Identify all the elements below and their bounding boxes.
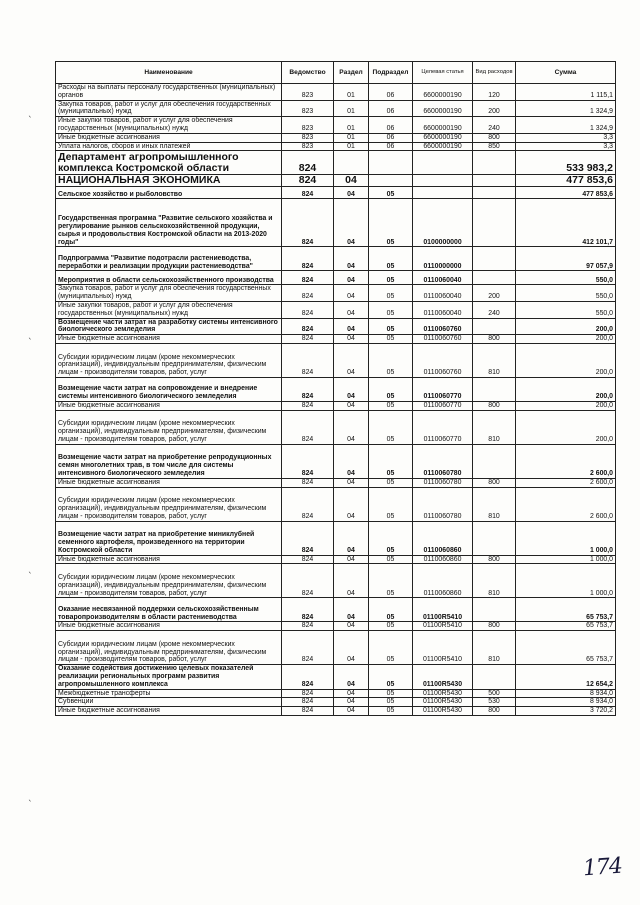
- row-article: 0110060770: [413, 410, 473, 444]
- table-row: [56, 187, 616, 199]
- row-name: Мероприятия в области сельскохозяйственного производства: [56, 271, 282, 285]
- table-row: [56, 521, 616, 555]
- row-exptype: 500: [473, 689, 516, 698]
- row-dept: 824: [282, 521, 334, 555]
- row-section: 04: [334, 622, 369, 631]
- row-sum: 200,0: [516, 343, 616, 377]
- row-subsection: 05: [369, 622, 413, 631]
- table-row: [56, 84, 616, 101]
- row-article: 01100R5430: [413, 707, 473, 716]
- row-article: 01100R5430: [413, 689, 473, 698]
- row-subsection: 05: [369, 335, 413, 344]
- row-name: Субвенции: [56, 698, 282, 707]
- row-article: 01100R5410: [413, 631, 473, 665]
- row-name: Иные бюджетные ассигнования: [56, 707, 282, 716]
- row-article: 0110060760: [413, 343, 473, 377]
- row-sum: 1 000,0: [516, 521, 616, 555]
- row-dept: 824: [282, 151, 334, 175]
- row-name: Возмещение части затрат на сопровождение и внедрение системы интенсивного биологического земледелия: [56, 377, 282, 401]
- row-article: [413, 175, 473, 187]
- row-section: 04: [334, 410, 369, 444]
- row-section: 04: [334, 301, 369, 318]
- row-article: 0110060860: [413, 521, 473, 555]
- row-name: Субсидии юридическим лицам (кроме некоммерческих организаций), индивидуальным предпринимателям, физическим лицам - производителям товаров, работ, услуг: [56, 487, 282, 521]
- row-dept: 824: [282, 564, 334, 598]
- row-sum: 200,0: [516, 410, 616, 444]
- row-subsection: 05: [369, 521, 413, 555]
- row-sum: 3 720,2: [516, 707, 616, 716]
- row-article: 0110060760: [413, 318, 473, 335]
- row-section: 04: [334, 698, 369, 707]
- row-dept: 824: [282, 631, 334, 665]
- row-sum: 8 934,0: [516, 689, 616, 698]
- row-exptype: 810: [473, 631, 516, 665]
- row-name: Департамент агропромышленного комплекса Костромской области: [56, 151, 282, 175]
- row-section: 04: [334, 478, 369, 487]
- row-section: 04: [334, 521, 369, 555]
- table-row: [56, 665, 616, 689]
- row-sum: 1 324,9: [516, 117, 616, 134]
- col-dept-header: Ведомство: [282, 62, 334, 84]
- table-row: [56, 631, 616, 665]
- table-row: [56, 271, 616, 285]
- row-sum: 200,0: [516, 377, 616, 401]
- row-exptype: 120: [473, 84, 516, 101]
- row-exptype: 800: [473, 133, 516, 142]
- row-section: 04: [334, 487, 369, 521]
- row-article: 0110060760: [413, 335, 473, 344]
- row-section: 01: [334, 84, 369, 101]
- row-subsection: 06: [369, 84, 413, 101]
- row-dept: 823: [282, 133, 334, 142]
- row-exptype: 850: [473, 142, 516, 151]
- row-article: 0110060770: [413, 401, 473, 410]
- row-name: Межбюджетные трансферты: [56, 689, 282, 698]
- row-sum: 65 753,7: [516, 622, 616, 631]
- row-section: 04: [334, 689, 369, 698]
- row-name: Сельское хозяйство и рыболовство: [56, 187, 282, 199]
- row-subsection: 05: [369, 478, 413, 487]
- row-name: НАЦИОНАЛЬНАЯ ЭКОНОМИКА: [56, 175, 282, 187]
- row-sum: 533 983,2: [516, 151, 616, 175]
- row-subsection: 05: [369, 199, 413, 247]
- row-article: 0110060040: [413, 301, 473, 318]
- row-section: [334, 151, 369, 175]
- row-sum: 1 000,0: [516, 564, 616, 598]
- row-section: 04: [334, 175, 369, 187]
- row-sum: 2 600,0: [516, 478, 616, 487]
- row-article: 01100R5430: [413, 698, 473, 707]
- row-dept: 824: [282, 318, 334, 335]
- row-article: 0110060040: [413, 285, 473, 302]
- row-name: Субсидии юридическим лицам (кроме некоммерческих организаций), индивидуальным предпринимателям, физическим лицам - производителям товаров, работ, услуг: [56, 631, 282, 665]
- table-body: [56, 84, 616, 716]
- row-article: [413, 187, 473, 199]
- row-name: Субсидии юридическим лицам (кроме некоммерческих организаций), индивидуальным предпринимателям, физическим лицам - производителям товаров, работ, услуг: [56, 343, 282, 377]
- row-sum: 412 101,7: [516, 199, 616, 247]
- row-exptype: 800: [473, 555, 516, 564]
- row-sum: 1 000,0: [516, 555, 616, 564]
- row-dept: 824: [282, 335, 334, 344]
- row-section: 04: [334, 285, 369, 302]
- row-section: 04: [334, 187, 369, 199]
- row-exptype: 200: [473, 100, 516, 117]
- row-subsection: 06: [369, 100, 413, 117]
- row-dept: 823: [282, 142, 334, 151]
- row-subsection: [369, 151, 413, 175]
- row-dept: 824: [282, 401, 334, 410]
- row-sum: 477 853,6: [516, 175, 616, 187]
- row-subsection: 06: [369, 117, 413, 134]
- table-row: [56, 343, 616, 377]
- row-article: [413, 151, 473, 175]
- table-row: [56, 689, 616, 698]
- row-section: 04: [334, 665, 369, 689]
- row-section: 01: [334, 100, 369, 117]
- row-name: Оказание несвязанной поддержки сельскохозяйственным товаропроизводителям в области растениеводства: [56, 598, 282, 622]
- row-name: Иные бюджетные ассигнования: [56, 555, 282, 564]
- row-article: 0110060770: [413, 377, 473, 401]
- row-article: 0110060860: [413, 564, 473, 598]
- row-name: Субсидии юридическим лицам (кроме некоммерческих организаций), индивидуальным предпринимателям, физическим лицам - производителям товаров, работ, услуг: [56, 564, 282, 598]
- row-dept: 824: [282, 598, 334, 622]
- row-subsection: 05: [369, 285, 413, 302]
- row-sum: 65 753,7: [516, 598, 616, 622]
- row-subsection: 05: [369, 377, 413, 401]
- row-sum: 97 057,9: [516, 247, 616, 271]
- row-section: 04: [334, 377, 369, 401]
- col-section-header: Раздел: [334, 62, 369, 84]
- row-dept: 824: [282, 175, 334, 187]
- row-exptype: 800: [473, 401, 516, 410]
- row-name: Субсидии юридическим лицам (кроме некоммерческих организаций), индивидуальным предпринимателям, физическим лицам - производителям товаров, работ, услуг: [56, 410, 282, 444]
- table-row: [56, 444, 616, 478]
- table-row: [56, 247, 616, 271]
- row-dept: 824: [282, 377, 334, 401]
- row-subsection: 06: [369, 133, 413, 142]
- row-exptype: 810: [473, 564, 516, 598]
- row-section: 04: [334, 444, 369, 478]
- row-subsection: 05: [369, 271, 413, 285]
- row-sum: 200,0: [516, 318, 616, 335]
- row-dept: 824: [282, 199, 334, 247]
- row-exptype: [473, 444, 516, 478]
- row-subsection: [369, 175, 413, 187]
- row-dept: 824: [282, 444, 334, 478]
- row-sum: 2 600,0: [516, 444, 616, 478]
- row-article: 01100R5410: [413, 622, 473, 631]
- row-exptype: [473, 199, 516, 247]
- row-subsection: 05: [369, 487, 413, 521]
- row-section: 04: [334, 707, 369, 716]
- table-row: [56, 133, 616, 142]
- row-article: 0110060780: [413, 487, 473, 521]
- row-exptype: 530: [473, 698, 516, 707]
- row-article: 0110060860: [413, 555, 473, 564]
- row-section: 04: [334, 247, 369, 271]
- row-subsection: 05: [369, 631, 413, 665]
- row-subsection: 05: [369, 401, 413, 410]
- row-article: 6600000190: [413, 117, 473, 134]
- row-sum: 1 115,1: [516, 84, 616, 101]
- row-subsection: 05: [369, 187, 413, 199]
- row-name: Иные бюджетные ассигнования: [56, 622, 282, 631]
- row-article: 6600000190: [413, 100, 473, 117]
- table-row: [56, 377, 616, 401]
- row-name: Оказание содействия достижению целевых показателей реализации региональных программ развития агропромышленного комплекса: [56, 665, 282, 689]
- row-section: 04: [334, 271, 369, 285]
- row-name: Возмещение части затрат на разработку системы интенсивного биологического земледелия: [56, 318, 282, 335]
- row-exptype: 800: [473, 478, 516, 487]
- row-name: Иные бюджетные ассигнования: [56, 478, 282, 487]
- row-name: Расходы на выплаты персоналу государственных (муниципальных) органов: [56, 84, 282, 101]
- row-dept: 824: [282, 555, 334, 564]
- row-article: 0100000000: [413, 199, 473, 247]
- row-name: Иные бюджетные ассигнования: [56, 335, 282, 344]
- row-article: 0110060780: [413, 444, 473, 478]
- row-sum: 1 324,9: [516, 100, 616, 117]
- table-row: [56, 151, 616, 175]
- row-exptype: 200: [473, 285, 516, 302]
- row-subsection: 05: [369, 444, 413, 478]
- row-dept: 823: [282, 84, 334, 101]
- row-dept: 824: [282, 343, 334, 377]
- row-exptype: 800: [473, 707, 516, 716]
- row-sum: 12 654,2: [516, 665, 616, 689]
- table-row: [56, 318, 616, 335]
- row-subsection: 05: [369, 555, 413, 564]
- row-name: Уплата налогов, сборов и иных платежей: [56, 142, 282, 151]
- row-section: 04: [334, 343, 369, 377]
- row-dept: 824: [282, 487, 334, 521]
- row-section: 04: [334, 318, 369, 335]
- row-dept: 824: [282, 271, 334, 285]
- row-section: 04: [334, 199, 369, 247]
- col-sum-header: Сумма: [516, 62, 616, 84]
- row-dept: 824: [282, 301, 334, 318]
- table-row: [56, 117, 616, 134]
- table-row: [56, 301, 616, 318]
- row-subsection: 05: [369, 247, 413, 271]
- row-subsection: 05: [369, 665, 413, 689]
- row-section: 04: [334, 335, 369, 344]
- table-row: [56, 410, 616, 444]
- table-row: [56, 100, 616, 117]
- row-subsection: 05: [369, 598, 413, 622]
- row-section: 04: [334, 564, 369, 598]
- row-sum: 550,0: [516, 271, 616, 285]
- margin-mark: `: [28, 572, 33, 582]
- row-exptype: [473, 187, 516, 199]
- table-row: [56, 598, 616, 622]
- row-dept: 824: [282, 622, 334, 631]
- row-dept: 823: [282, 117, 334, 134]
- row-sum: 477 853,6: [516, 187, 616, 199]
- row-name: Подпрограмма "Развитие подотрасли растениеводства, переработки и реализации продукции растениеводства": [56, 247, 282, 271]
- row-sum: 550,0: [516, 301, 616, 318]
- row-exptype: [473, 271, 516, 285]
- col-name-header: Наименование: [56, 62, 282, 84]
- row-exptype: 800: [473, 335, 516, 344]
- table-row: [56, 698, 616, 707]
- row-sum: 3,3: [516, 142, 616, 151]
- row-name: Государственная программа "Развитие сельского хозяйства и регулирование рынков сельскохозяйственной продукции, сырья и продовольствия Костромской области на 2013-2020 годы": [56, 199, 282, 247]
- budget-sheet: [55, 61, 615, 716]
- row-section: 01: [334, 133, 369, 142]
- row-dept: 823: [282, 100, 334, 117]
- row-name: Закупка товаров, работ и услуг для обеспечения государственных (муниципальных) нужд: [56, 285, 282, 302]
- row-subsection: 05: [369, 698, 413, 707]
- row-dept: 824: [282, 247, 334, 271]
- handwritten-page-number: 174: [582, 853, 623, 882]
- row-exptype: [473, 151, 516, 175]
- row-subsection: 05: [369, 689, 413, 698]
- row-section: 04: [334, 598, 369, 622]
- row-exptype: [473, 521, 516, 555]
- row-sum: 200,0: [516, 401, 616, 410]
- row-exptype: [473, 598, 516, 622]
- table-row: [56, 564, 616, 598]
- row-article: 01100R5430: [413, 665, 473, 689]
- row-dept: 824: [282, 689, 334, 698]
- table-row: [56, 478, 616, 487]
- row-dept: 824: [282, 187, 334, 199]
- row-exptype: 800: [473, 622, 516, 631]
- row-dept: 824: [282, 478, 334, 487]
- row-section: 04: [334, 555, 369, 564]
- table-row: [56, 142, 616, 151]
- table-row: [56, 707, 616, 716]
- row-dept: 824: [282, 285, 334, 302]
- row-sum: 2 600,0: [516, 487, 616, 521]
- col-exptype-header: Вид расходов: [473, 62, 516, 84]
- row-exptype: 810: [473, 487, 516, 521]
- row-name: Иные закупки товаров, работ и услуг для обеспечения государственных (муниципальных) нужд: [56, 301, 282, 318]
- table-header: [56, 62, 616, 84]
- row-article: 6600000190: [413, 133, 473, 142]
- row-sum: 550,0: [516, 285, 616, 302]
- row-section: 04: [334, 401, 369, 410]
- table-row: [56, 622, 616, 631]
- row-exptype: 240: [473, 117, 516, 134]
- row-sum: 65 753,7: [516, 631, 616, 665]
- row-dept: 824: [282, 698, 334, 707]
- row-article: 0110060040: [413, 271, 473, 285]
- row-exptype: [473, 175, 516, 187]
- row-article: 01100R5410: [413, 598, 473, 622]
- table-row: [56, 401, 616, 410]
- row-exptype: 240: [473, 301, 516, 318]
- row-article: 6600000190: [413, 142, 473, 151]
- table-row: [56, 335, 616, 344]
- table-row: [56, 285, 616, 302]
- row-section: 01: [334, 142, 369, 151]
- row-subsection: 05: [369, 343, 413, 377]
- row-article: 6600000190: [413, 84, 473, 101]
- row-exptype: [473, 247, 516, 271]
- col-subsection-header: Подраздел: [369, 62, 413, 84]
- row-subsection: 06: [369, 142, 413, 151]
- row-name: Иные закупки товаров, работ и услуг для обеспечения государственных (муниципальных) нужд: [56, 117, 282, 134]
- margin-mark: `: [28, 116, 33, 126]
- row-section: 04: [334, 631, 369, 665]
- budget-table: [55, 61, 616, 716]
- row-name: Иные бюджетные ассигнования: [56, 133, 282, 142]
- row-exptype: [473, 377, 516, 401]
- row-exptype: 810: [473, 343, 516, 377]
- table-row: [56, 487, 616, 521]
- row-name: Возмещение части затрат на приобретение репродукционных семян многолетних трав, в том числе для системы интенсивного биологического земледелия: [56, 444, 282, 478]
- row-section: 01: [334, 117, 369, 134]
- margin-mark: `: [28, 338, 33, 348]
- row-name: Иные бюджетные ассигнования: [56, 401, 282, 410]
- row-exptype: 810: [473, 410, 516, 444]
- table-row: [56, 555, 616, 564]
- row-dept: 824: [282, 707, 334, 716]
- margin-mark: `: [28, 800, 33, 810]
- row-sum: 8 934,0: [516, 698, 616, 707]
- row-subsection: 05: [369, 410, 413, 444]
- row-sum: 3,3: [516, 133, 616, 142]
- table-row: [56, 199, 616, 247]
- row-article: 0110060780: [413, 478, 473, 487]
- row-sum: 200,0: [516, 335, 616, 344]
- row-dept: 824: [282, 410, 334, 444]
- table-row: [56, 175, 616, 187]
- col-article-header: Целевая статья: [413, 62, 473, 84]
- row-dept: 824: [282, 665, 334, 689]
- row-subsection: 05: [369, 318, 413, 335]
- row-name: Возмещение части затрат на приобретение миниклубней семенного картофеля, произведенного на территории Костромской области: [56, 521, 282, 555]
- row-exptype: [473, 665, 516, 689]
- row-subsection: 05: [369, 707, 413, 716]
- row-article: 0110000000: [413, 247, 473, 271]
- row-subsection: 05: [369, 301, 413, 318]
- row-name: Закупка товаров, работ и услуг для обеспечения государственных (муниципальных) нужд: [56, 100, 282, 117]
- row-exptype: [473, 318, 516, 335]
- row-subsection: 05: [369, 564, 413, 598]
